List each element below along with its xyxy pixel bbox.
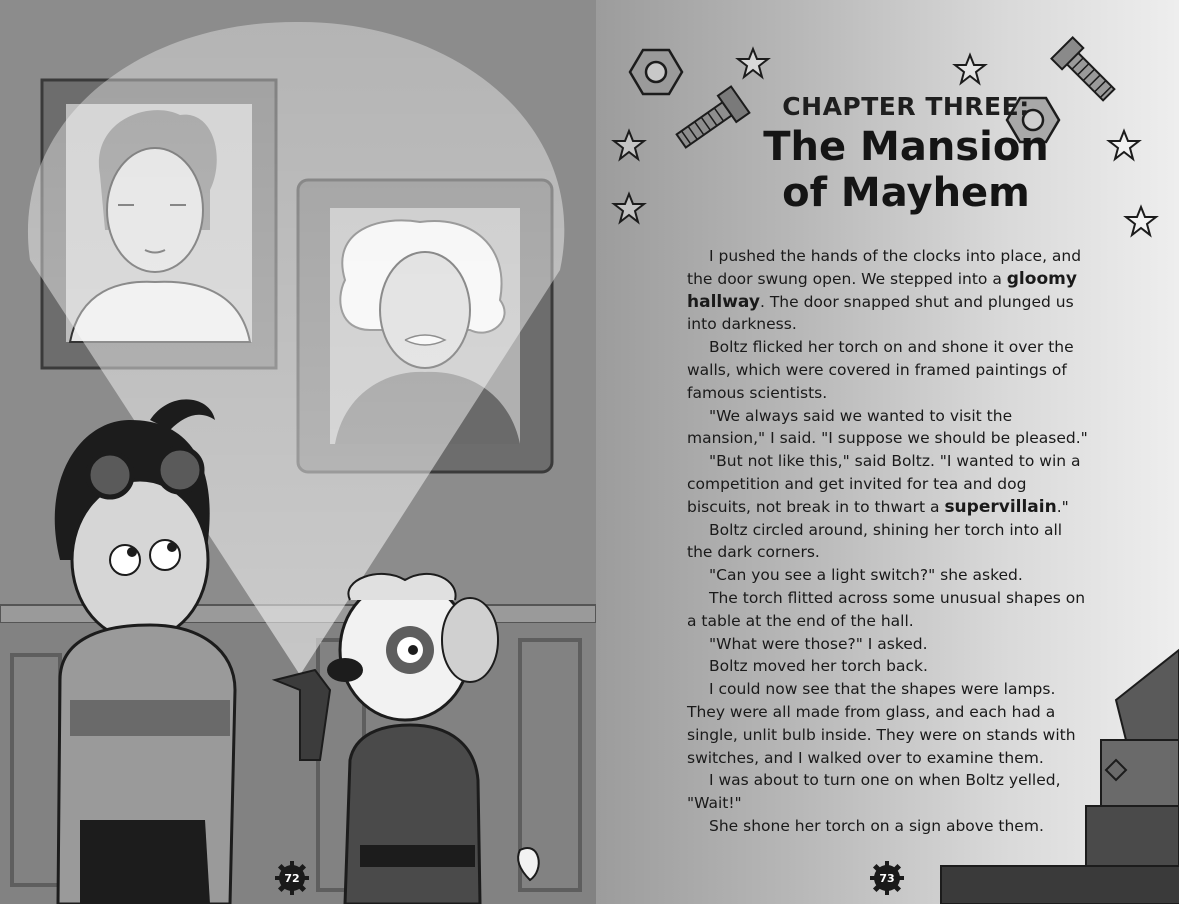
paragraph: Boltz flicked her torch on and shone it over the walls, which were covered in framed paintings of famous scientists. bbox=[687, 338, 1074, 402]
right-page-text bbox=[596, 0, 1179, 904]
paragraph: "We always said we wanted to visit the mansion," I said. "I suppose we should be pleased." bbox=[687, 406, 1088, 448]
paragraph: Boltz circled around, shining her torch into all the dark corners. bbox=[687, 520, 1063, 562]
chapter-title-line-2: of Mayhem bbox=[782, 170, 1030, 216]
paragraph: The torch flitted across some unusual shapes on a table at the end of the hall. bbox=[687, 588, 1086, 630]
page-number-left: 72 bbox=[275, 861, 309, 895]
paragraph: Boltz moved her torch back. bbox=[709, 657, 928, 676]
paragraph: She shone her torch on a sign above them. bbox=[709, 816, 1044, 835]
paragraph: "What were those?" I asked. bbox=[709, 634, 928, 653]
story-text bbox=[687, 245, 1091, 838]
paragraph: I could now see that the shapes were lamps. They were all made from glass, and each had a single, unlit bulb inside. They were on stands with switches, and I walked over to examine them. bbox=[687, 680, 1076, 767]
hex-nut-icon bbox=[630, 50, 682, 94]
paragraph: I was about to turn one on when Boltz yelled, "Wait!" bbox=[687, 771, 1061, 813]
paragraph: "Can you see a light switch?" she asked. bbox=[709, 566, 1023, 585]
chapter-title bbox=[726, 124, 1086, 216]
chapter-kicker: CHAPTER THREE: bbox=[782, 92, 1030, 121]
paragraph: I pushed the hands of the clocks into place, and the door swung open. We stepped into a gloomy hallway. The door snapped shut and plunged us into darkness. bbox=[687, 247, 1082, 334]
page-number-right: 73 bbox=[870, 861, 904, 895]
bolt-icon bbox=[1051, 37, 1119, 105]
paragraph: "But not like this," said Boltz. "I wanted to win a competition and get invited for tea and dog biscuits, not break in to thwart a supervillain." bbox=[687, 452, 1081, 517]
chapter-title-line-1: The Mansion bbox=[763, 124, 1049, 170]
